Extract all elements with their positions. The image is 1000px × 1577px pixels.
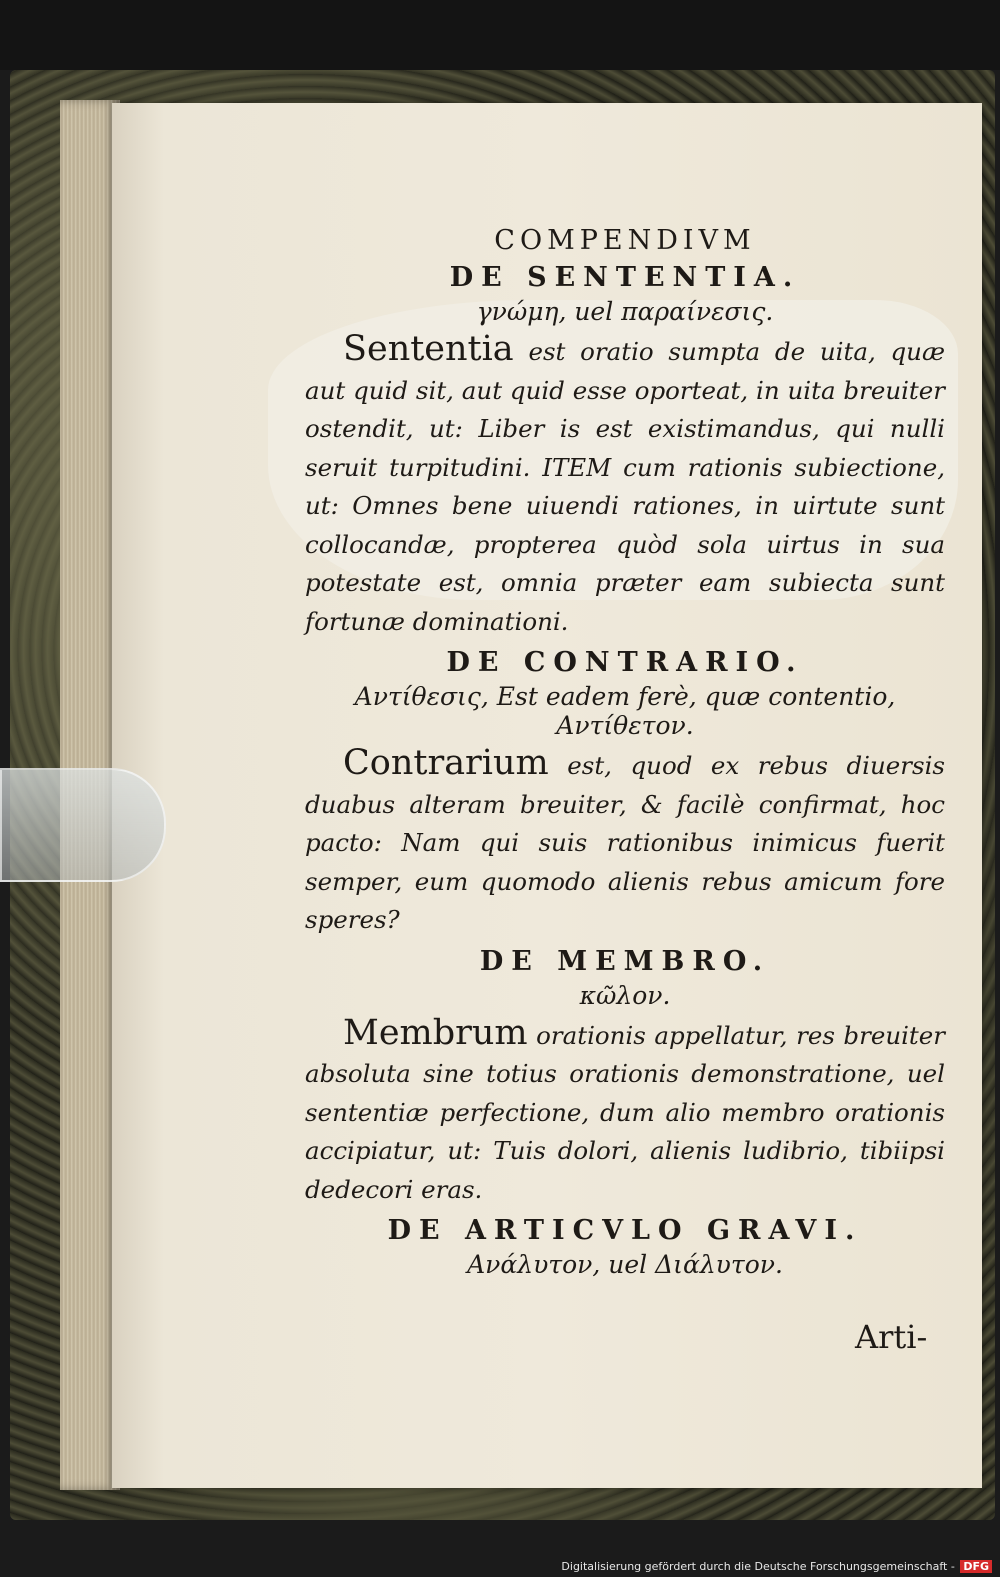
lead-word: Membrum [343,1012,528,1053]
paragraph [305,1014,945,1210]
page-text [305,225,945,1283]
paragraph [305,330,945,641]
running-head: COMPENDIVM [494,225,756,256]
section-heading: DE MEMBRO. [479,945,771,977]
section-heading: DE CONTRARIO. [446,647,804,678]
paragraph-body: est, quod ex rebus diuersis duabus alteram breuiter, & facilè confirmat, hoc pacto: Nam qui suis rationibus inimicus fuerit semper, eum quomodo alienis rebus amicum fore speres? [305,751,945,934]
dfg-logo: DFG [960,1560,992,1573]
footer-credit [561,1560,992,1573]
greek-term: Ανάλυτον, uel Διάλυτον. [467,1250,783,1279]
catchword: Arti- [855,1318,928,1356]
lead-word: Sententia [343,329,514,369]
lead-word: Contrarium [343,743,549,783]
footer-text: Digitalisierung gefördert durch die Deutsche Forschungsgemeinschaft - [561,1560,955,1573]
section-heading: DE SENTENTIA. [449,262,801,293]
greek-term: Αντίθεσις, Est eadem ferè, quæ contentio, Αντίθετον. [354,682,896,740]
background-top [0,0,1000,70]
paragraph-body: est oratio sumpta de uita, quæ aut quid sit, aut quid esse oporteat, in uita breuiter ostendit, ut: Liber is est existimandus, qui nulli seruit turpitudini. ITEM cum rationis subiectione, ut: Omnes bene uiuendi rationes, in uirtute sunt collocandæ, propterea quòd sola uirtus in sua potestate est, omnia præter eam subiecta sunt fortunæ dominationi. [305,337,945,636]
paragraph [305,744,945,940]
paragraph-body: orationis appellatur, res breuiter absoluta sine totius orationis demonstratione, uel sententiæ perfectione, dum alio membro orationis accipiatur, ut: Tuis dolori, alienis ludibrio, tibiipsi dedecori eras. [305,1020,945,1204]
section-heading: DE ARTICVLO GRAVI. [387,1215,863,1246]
bookmark-tab [0,768,166,882]
greek-term: κῶλον. [579,980,671,1010]
greek-term: γνώμη, uel παραίνεσις. [476,297,774,326]
